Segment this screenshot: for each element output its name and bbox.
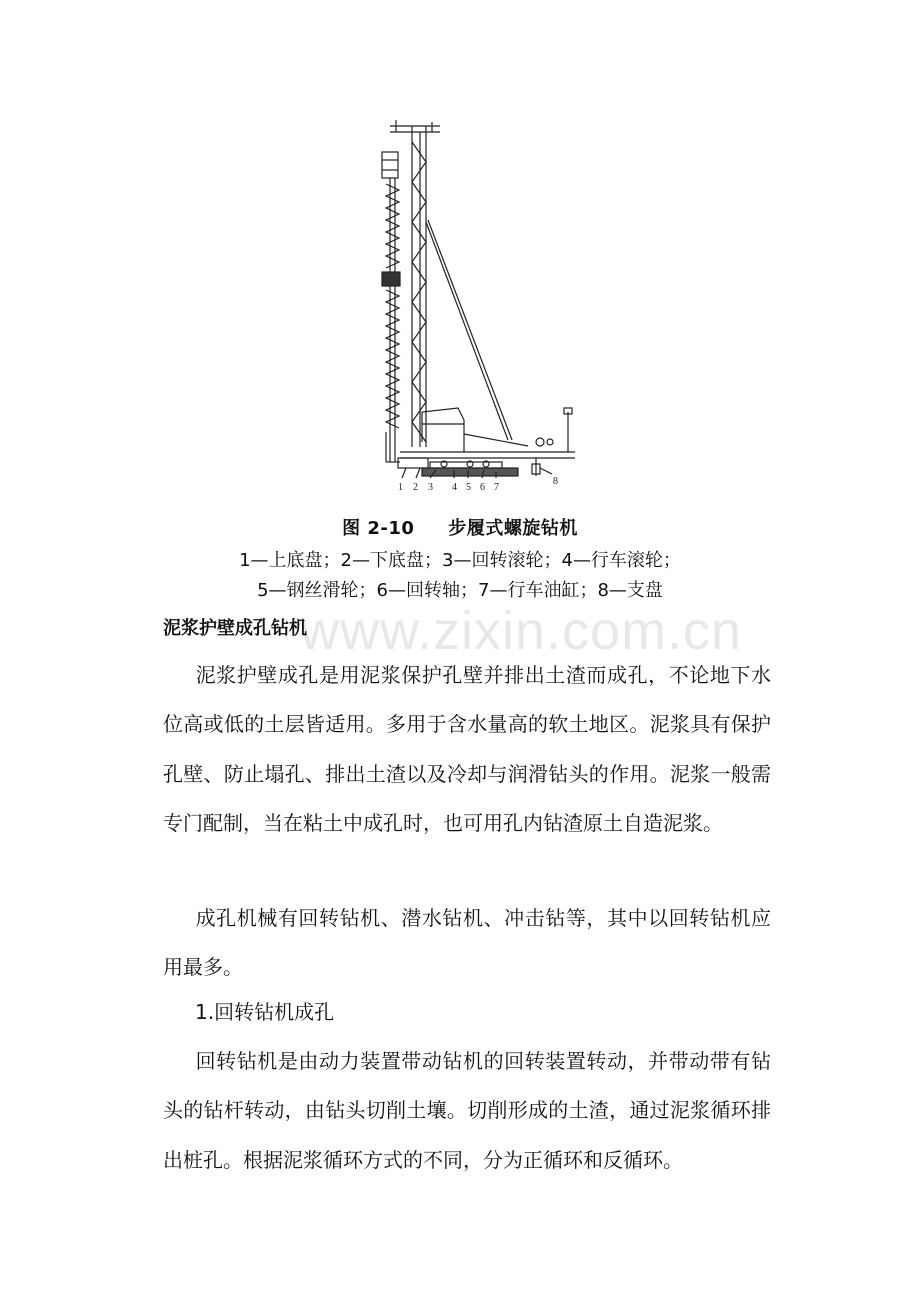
figure-title: 步履式螺旋钻机	[448, 518, 578, 539]
figure-legend-line-2: 5—钢丝滑轮；6—回转轴；7—行车油缸；8—支盘	[257, 580, 663, 601]
callout-1: 1	[398, 482, 403, 493]
figure-caption	[0, 514, 920, 540]
callout-3: 3	[428, 482, 433, 493]
subheading-rotary-drill: 1.回转钻机成孔	[195, 1000, 335, 1024]
paragraph-mud-wall: 泥浆护壁成孔是用泥浆保护孔壁并排出土渣而成孔，不论地下水位高或低的土层皆适用。多用于含水量高的软土地区。泥浆具有保护孔壁、防止塌孔、排出土渣以及冷却与润滑钻头的作用。泥浆一般需专门配制，当在粘土中成孔时，也可用孔内钻渣原土自造泥浆。	[163, 663, 771, 836]
figure-number: 图 2-10	[342, 518, 415, 539]
watermark: www.zixin.com.cn	[300, 601, 743, 661]
paragraph-rotary-drill: 回转钻机是由动力装置带动钻机的回转装置转动，并带动带有钻头的钻杆转动，由钻头切削土壤。切削形成的土渣，通过泥浆循环排出桩孔。根据泥浆循环方式的不同，分为正循环和反循环。	[163, 1049, 771, 1172]
callout-5: 5	[466, 482, 471, 493]
section-heading: 泥浆护壁成孔钻机	[163, 618, 307, 639]
paragraph-machines: 成孔机械有回转钻机、潜水钻机、冲击钻等，其中以回转钻机应用最多。	[163, 906, 771, 980]
callout-8: 8	[553, 476, 558, 487]
drilling-rig-drawing	[360, 112, 590, 507]
callout-6: 6	[480, 482, 485, 493]
figure-legend-line-1: 1—上底盘；2—下底盘；3—回转滚轮；4—行车滚轮；	[239, 550, 681, 571]
drilling-rig-figure	[360, 112, 590, 507]
callout-4: 4	[452, 482, 457, 493]
callout-7: 7	[494, 482, 499, 493]
callout-2: 2	[413, 482, 418, 493]
